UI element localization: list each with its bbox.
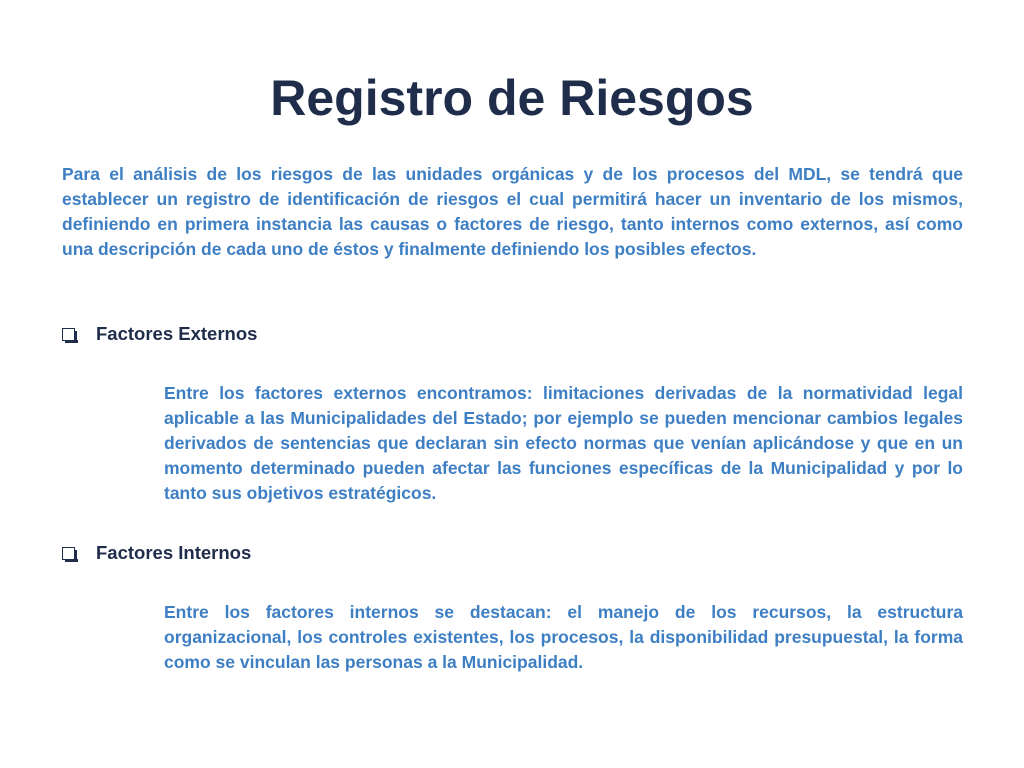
bullet-external-factors xyxy=(62,321,257,347)
internal-factors-heading: Factores Internos xyxy=(96,542,252,563)
slide-title: Registro de Riesgos xyxy=(270,70,754,126)
checkbox-square-icon xyxy=(62,328,75,341)
intro-paragraph: Para el análisis de los riesgos de las unidades orgánicas y de los procesos del MDL, se tendrá que establecer un registro de identificación de riesgos el cual permitirá hacer un inventario de los mismos, definiendo en primera instancia las causas o factores de riesgo, tanto internos como externos, así como una descripción de cada uno de éstos y finalmente definiendo los posibles efectos. xyxy=(62,164,963,259)
external-factors-paragraph: Entre los factores externos encontramos: limitaciones derivadas de la normatividad legal aplicable a las Municipalidades del Estado; por ejemplo se pueden mencionar cambios legales derivados de sentencias que declaran sin efecto normas que venían aplicándose y que en un momento determinado pueden afectar las funciones específicas de la Municipalidad y por lo tanto sus objetivos estratégicos. xyxy=(164,383,963,503)
external-factors-heading: Factores Externos xyxy=(96,323,258,344)
internal-factors-paragraph: Entre los factores internos se destacan: el manejo de los recursos, la estructura organizacional, los controles existentes, los procesos, la disponibilidad presupuestal, la forma como se vinculan las personas a la Municipalidad. xyxy=(164,602,963,672)
checkbox-square-icon xyxy=(62,547,75,560)
bullet-internal-factors xyxy=(62,540,251,566)
